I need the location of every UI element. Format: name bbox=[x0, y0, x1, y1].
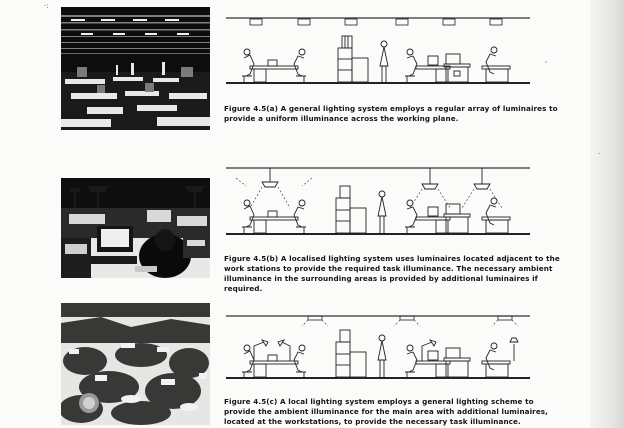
caption-line: Figure 4.5(a) A general lighting system employs a regular array of luminaires to bbox=[224, 104, 558, 113]
caption-line: provide a uniform illuminance across the working plane. bbox=[224, 114, 459, 123]
figure-a-diagram bbox=[224, 14, 532, 86]
scan-mark: ' bbox=[545, 60, 547, 68]
caption-line: located at the workstations, to provide the necessary task illuminance. bbox=[224, 417, 521, 426]
figure-b-photo bbox=[61, 178, 210, 278]
figure-b-caption bbox=[224, 254, 560, 294]
page-edge-shadow bbox=[590, 0, 623, 428]
caption-line: Figure 4.5(c) A local lighting system employs a general lighting scheme to bbox=[224, 397, 534, 406]
figure-b-diagram bbox=[224, 164, 532, 238]
figure-a-photo bbox=[61, 7, 210, 130]
figure-c-photo bbox=[61, 303, 210, 425]
scan-mark: · bbox=[598, 150, 601, 158]
figure-c-diagram bbox=[224, 312, 532, 382]
figure-c-caption bbox=[224, 397, 548, 427]
figure-a-caption bbox=[224, 104, 558, 124]
caption-line: provide the ambient illuminance for the main area with additional luminaires, bbox=[224, 407, 548, 416]
caption-line: Figure 4.5(b) A localised lighting system uses luminaires located adjacent to the bbox=[224, 254, 560, 263]
caption-line: illuminance in the surrounding areas is provided by additional luminaires if bbox=[224, 274, 538, 283]
scan-mark: ·: bbox=[44, 2, 49, 10]
caption-line: work stations to provide the required task illuminance. The necessary ambient bbox=[224, 264, 553, 273]
caption-line: required. bbox=[224, 284, 263, 293]
